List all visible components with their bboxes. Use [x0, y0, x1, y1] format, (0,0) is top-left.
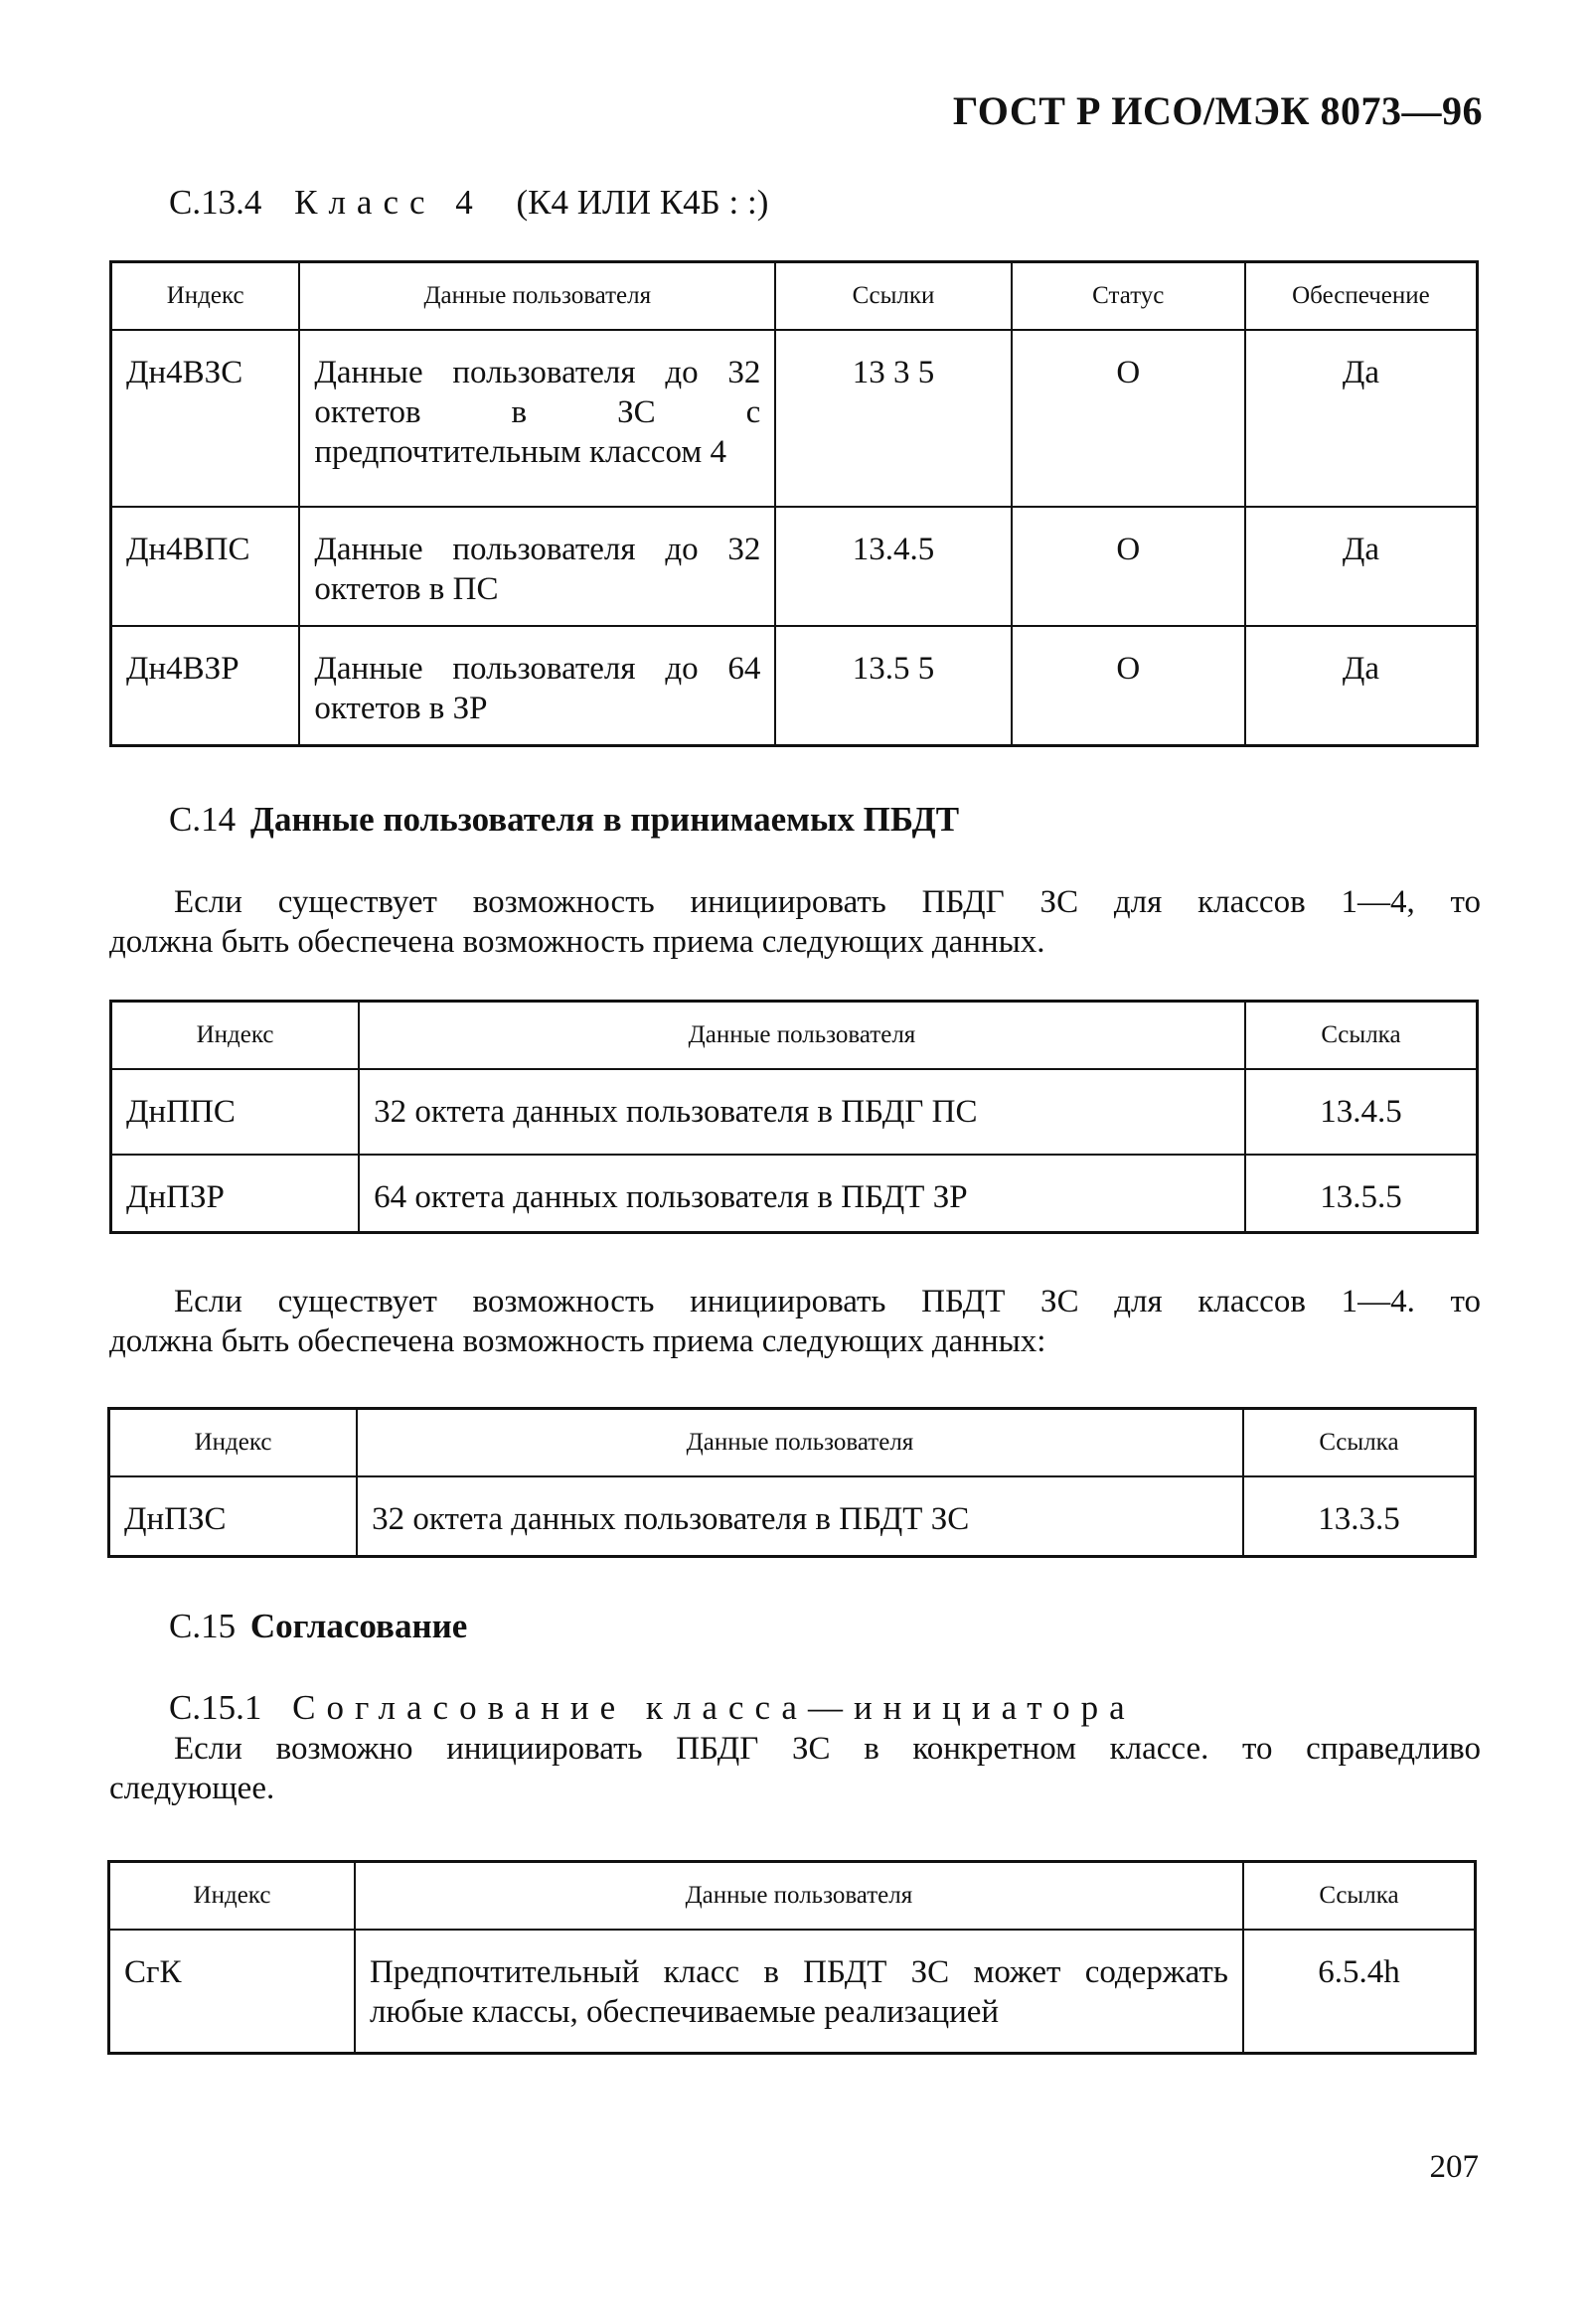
column-header: Данные пользователя	[357, 1409, 1243, 1477]
ref-cell: 13 3 5	[775, 330, 1011, 507]
paragraph-line: должна быть обеспечена возможность приема следующих данных:	[109, 1323, 1046, 1359]
paragraph-line: Если возможно инициировать ПБДГ ЗС в конкретном классе. то справедливо	[174, 1731, 1481, 1767]
status-cell: О	[1012, 507, 1245, 626]
table-header-row	[109, 1409, 1476, 1477]
column-header: Статус	[1012, 262, 1245, 331]
index-cell: СгК	[109, 1930, 355, 2053]
support-cell: Да	[1245, 330, 1478, 507]
data-cell: Данные пользователя до 32 октетов в ЗС с предпочтительным классом 4	[299, 330, 775, 507]
index-cell: Дн4ВЗС	[111, 330, 300, 507]
table-row	[109, 1930, 1476, 2053]
data-cell: 32 октета данных пользователя в ПБДГ ПС	[359, 1069, 1245, 1155]
section-title: Данные пользователя в принимаемых ПБДТ	[249, 800, 960, 839]
column-header: Индекс	[109, 1862, 355, 1931]
data-cell: Данные пользователя до 64 октетов в ЗР	[299, 626, 775, 745]
column-header: Обеспечение	[1245, 262, 1478, 331]
section-title: Согласование	[249, 1607, 468, 1645]
index-cell: ДнППС	[111, 1069, 360, 1155]
data-cell: Предпочтительный класс в ПБДТ ЗС может содержать любые классы, обеспечиваемые реализацией	[355, 1930, 1243, 2053]
table-header-row	[109, 1862, 1476, 1931]
table-row	[111, 1069, 1478, 1155]
support-cell: Да	[1245, 507, 1478, 626]
index-cell: ДнПЗР	[111, 1155, 360, 1232]
section-heading-c15	[169, 1605, 467, 1648]
table-header-row	[111, 262, 1478, 331]
section-title: Класс 4	[294, 183, 484, 222]
table-row	[111, 330, 1478, 507]
section-number: С.15.1	[169, 1688, 262, 1727]
class-negotiation-table	[107, 1860, 1477, 2055]
ref-cell: 13.4.5	[1245, 1069, 1478, 1155]
data-cell: 64 октета данных пользователя в ПБДТ ЗР	[359, 1155, 1245, 1232]
column-header: Ссылки	[775, 262, 1011, 331]
section-number: С.13.4	[169, 183, 262, 222]
data-cell: Данные пользователя до 32 октетов в ПС	[299, 507, 775, 626]
column-header: Ссылка	[1245, 1002, 1478, 1070]
paragraph-2	[109, 1282, 1481, 1361]
ref-cell: 6.5.4h	[1243, 1930, 1476, 2053]
status-cell: О	[1012, 626, 1245, 745]
table-row	[111, 1155, 1478, 1232]
page-number: 207	[1429, 2149, 1479, 2185]
section-title: Согласование класса—инициатора	[292, 1688, 1136, 1727]
section-number: С.15	[169, 1607, 237, 1645]
index-cell: Дн4ВПС	[111, 507, 300, 626]
column-header: Данные пользователя	[359, 1002, 1245, 1070]
paragraph-c15-1	[109, 1729, 1481, 1808]
index-cell: ДнПЗС	[109, 1476, 358, 1556]
paragraph-line: Если существует возможность инициировать ПБДГ ЗС для классов 1—4, то	[174, 884, 1481, 920]
document-header: ГОСТ Р ИСО/МЭК 8073—96	[952, 88, 1483, 133]
support-cell: Да	[1245, 626, 1478, 745]
class4-user-data-table	[109, 260, 1479, 747]
received-user-data-table	[109, 1000, 1479, 1234]
ref-cell: 13.5 5	[775, 626, 1011, 745]
ref-cell: 13.3.5	[1243, 1476, 1476, 1556]
section-heading-c13-4	[169, 181, 768, 225]
section-spec: (К4 ИЛИ К4Б : :)	[516, 183, 769, 222]
section-heading-c15-1	[169, 1686, 1136, 1730]
column-header: Индекс	[111, 1002, 360, 1070]
column-header: Данные пользователя	[299, 262, 775, 331]
column-header: Ссылка	[1243, 1409, 1476, 1477]
table-row	[111, 626, 1478, 745]
table-row	[109, 1476, 1476, 1556]
cr-user-data-table	[107, 1407, 1477, 1558]
paragraph-line: Если существует возможность инициировать ПБДТ ЗС для классов 1—4. то	[174, 1284, 1481, 1319]
column-header: Ссылка	[1243, 1862, 1476, 1931]
table-header-row	[111, 1002, 1478, 1070]
paragraph-line: следующее.	[109, 1771, 275, 1806]
index-cell: Дн4ВЗР	[111, 626, 300, 745]
paragraph-line: должна быть обеспечена возможность приема следующих данных.	[109, 924, 1045, 960]
column-header: Данные пользователя	[355, 1862, 1243, 1931]
status-cell: О	[1012, 330, 1245, 507]
column-header: Индекс	[111, 262, 300, 331]
table-row	[111, 507, 1478, 626]
ref-cell: 13.5.5	[1245, 1155, 1478, 1232]
column-header: Индекс	[109, 1409, 358, 1477]
section-heading-c14	[169, 798, 959, 842]
data-cell: 32 октета данных пользователя в ПБДТ ЗС	[357, 1476, 1243, 1556]
ref-cell: 13.4.5	[775, 507, 1011, 626]
paragraph-c14	[109, 882, 1481, 962]
section-number: С.14	[169, 800, 237, 839]
